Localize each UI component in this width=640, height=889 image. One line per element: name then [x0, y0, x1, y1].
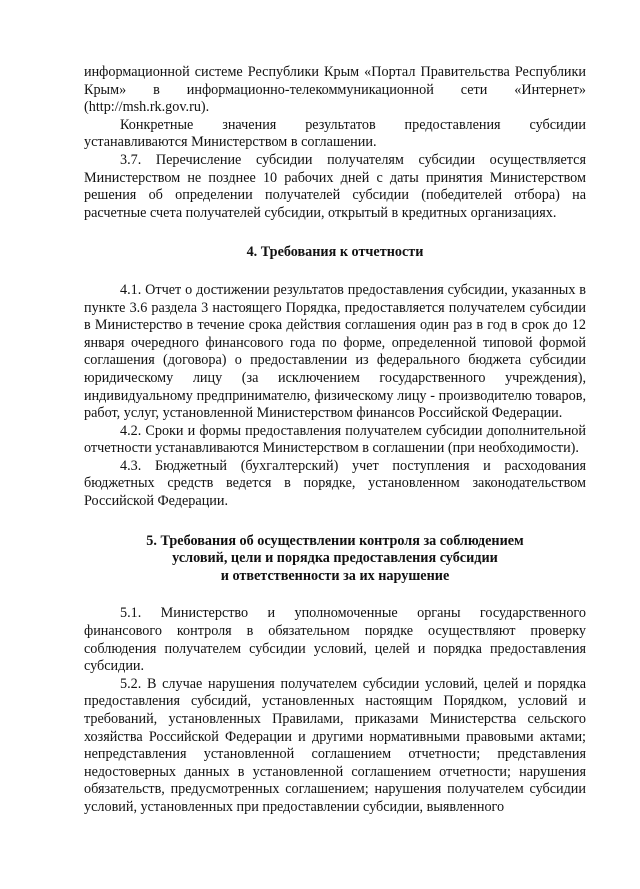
paragraph-5-1: 5.1. Министерство и уполномоченные органы государственного финансового контроля в обязательном порядке осуществляют проверку соблюдения получателем субсидии условий, целей и порядка предоставления субсидии. — [84, 605, 586, 675]
paragraph-portal-info: информационной системе Республики Крым «Портал Правительства Республики Крым» в информационно-телекоммуникационной сети «Интернет» (http://msh.rk.gov.ru). — [84, 64, 586, 116]
section-5-heading-line: условий, цели и порядка предоставления субсидии — [172, 550, 498, 567]
paragraph-4-2: 4.2. Сроки и формы предоставления получателем субсидии дополнительной отчетности устанавливаются Министерством в соглашении (при необходимости). — [84, 422, 586, 457]
section-4-heading: 4. Требования к отчетности — [246, 244, 424, 261]
paragraph-5-2: 5.2. В случае нарушения получателем субсидии условий, целей и порядка предоставления субсидий, установленных настоящим Порядком, условий и требований, установленных Правилами, приказами Министерства сельского хозяйства Российской Федерации и другими нормативными правовыми актами; непредставления установленной соглашением отчетности; представления недостоверных данных в установленной соглашением отчетности; нарушения обязательств, предусмотренных соглашением; нарушения получателем субсидии условий, установленных при предоставлении субсидии, выявленного — [84, 675, 586, 815]
paragraph-result-values: Конкретные значения результатов предоставления субсидии устанавливаются Министерством в соглашении. — [84, 116, 586, 151]
section-5-heading-line: и ответственности за их нарушение — [220, 567, 450, 584]
paragraph-4-1: 4.1. Отчет о достижении результатов предоставления субсидии, указанных в пункте 3.6 раздела 3 настоящего Порядка, предоставляется получателем субсидии в Министерство в течение срока действия соглашения один раз в год в срок до 12 января очередного финансового года по форме, определенной типовой формой соглашения (договора) о предоставлении из федерального бюджета субсидии юридическому лицу (за исключением государственного учреждения), индивидуальному предпринимателю, физическому лицу - производителю товаров, работ, услуг, установленной Министерством финансов Российской Федерации. — [84, 281, 586, 422]
paragraph-4-3: 4.3. Бюджетный (бухгалтерский) учет поступления и расходования бюджетных средств ведется в порядке, установленном законодательством Российской Федерации. — [84, 457, 586, 510]
section-5-heading-line: 5. Требования об осуществлении контроля за соблюдением — [146, 532, 524, 549]
paragraph-3-7: 3.7. Перечисление субсидии получателям субсидии осуществляется Министерством не позднее 10 рабочих дней с даты принятия Министерством решения об определении получателей субсидии (победителей отбора) на расчетные счета получателей субсидии, открытый в кредитных организациях. — [84, 151, 586, 221]
section-5-heading — [84, 533, 586, 586]
